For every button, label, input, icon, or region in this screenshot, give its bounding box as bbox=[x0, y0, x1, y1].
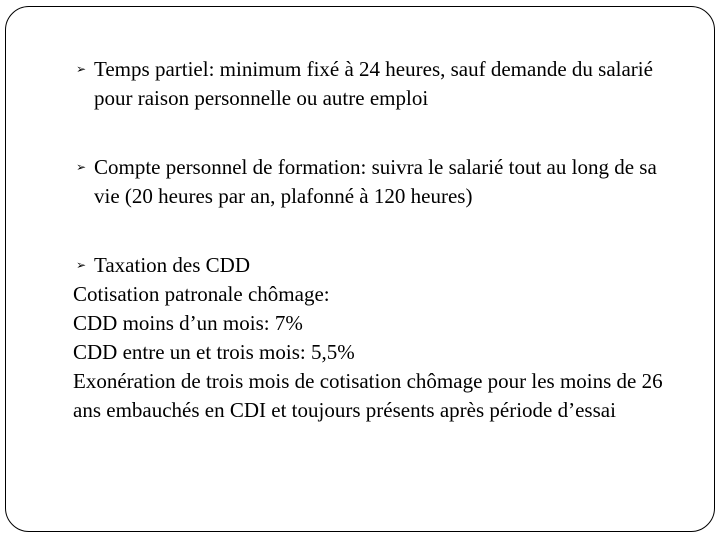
bullet-item-temps-partiel bbox=[76, 55, 666, 113]
arrow-bullet-icon: ➢ bbox=[76, 160, 87, 174]
bullet-text: Temps partiel: minimum fixé à 24 heures, sauf demande du salarié pour raison personnelle ou autre emploi bbox=[94, 57, 653, 110]
arrow-bullet-icon: ➢ bbox=[76, 258, 87, 272]
text-line: CDD entre un et trois mois: 5,5% bbox=[73, 340, 355, 364]
arrow-bullet-icon: ➢ bbox=[76, 62, 87, 76]
bullet-text: Compte personnel de formation: suivra le salarié tout au long de sa vie (20 heures par an, plafonné à 120 heures) bbox=[94, 155, 657, 208]
bullet-item-compte-formation bbox=[76, 153, 666, 211]
text-line: Cotisation patronale chômage: bbox=[73, 282, 330, 306]
bullet-text: Taxation des CDD bbox=[94, 253, 251, 277]
cdd-details bbox=[73, 280, 683, 425]
text-line: CDD moins d’un mois: 7% bbox=[73, 311, 303, 335]
text-line: Exonération de trois mois de cotisation chômage pour les moins de 26 ans embauchés en CDI et toujours présents après période d’essai bbox=[73, 369, 663, 422]
bullet-item-taxation-cdd bbox=[76, 251, 666, 280]
